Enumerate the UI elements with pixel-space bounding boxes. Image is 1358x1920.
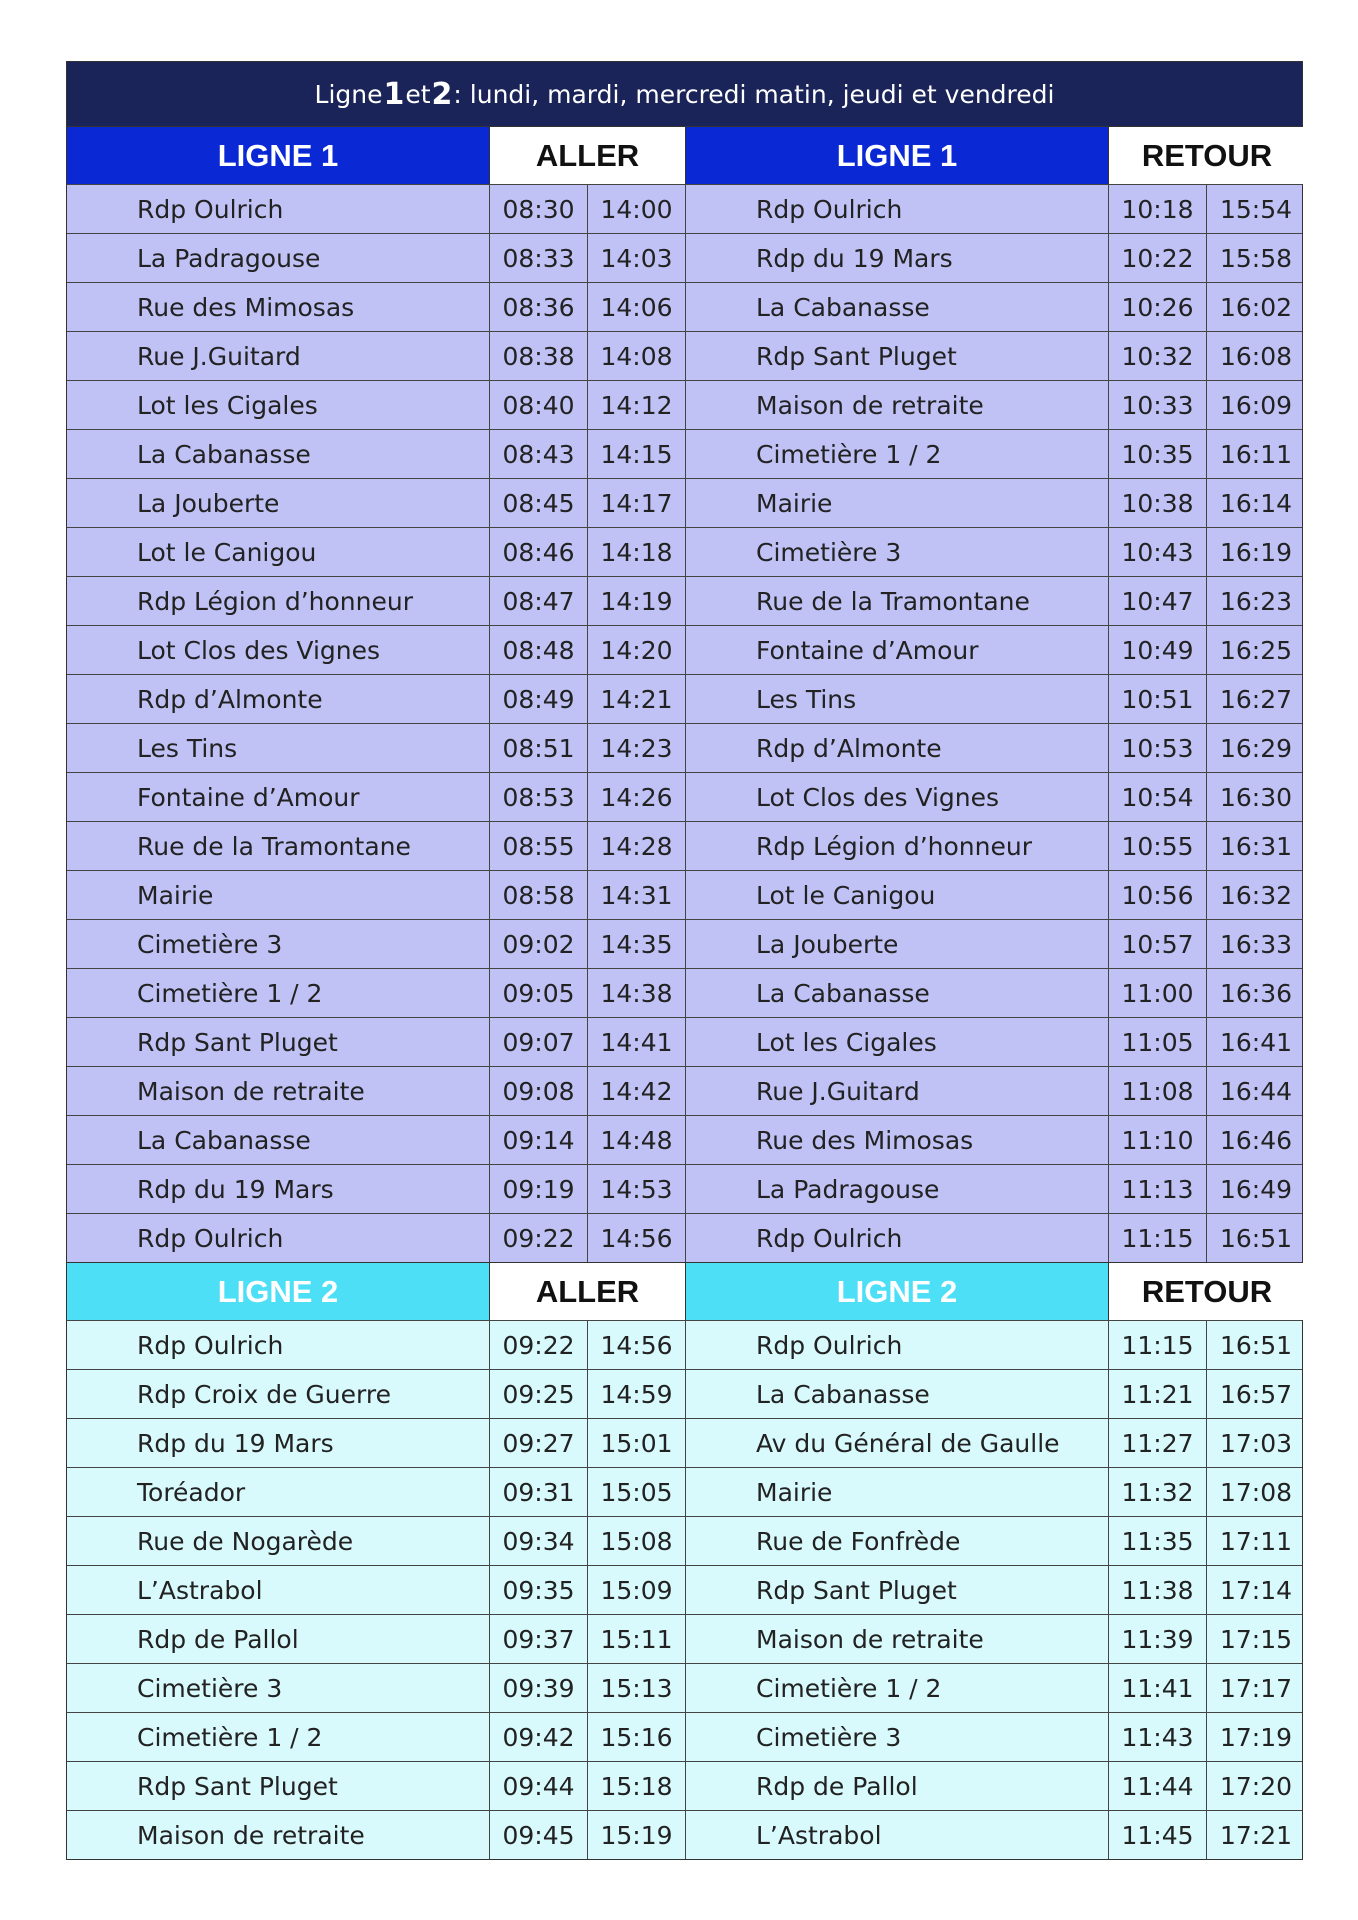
aller-time-1: 09:19	[490, 1165, 588, 1213]
aller-stop: Lot les Cigales	[67, 381, 490, 429]
retour-stop: Lot le Canigou	[686, 871, 1109, 919]
aller-time-1: 09:27	[490, 1419, 588, 1467]
aller-stop: La Padragouse	[67, 234, 490, 282]
table-row	[67, 1712, 1302, 1761]
aller-time-1: 09:02	[490, 920, 588, 968]
table-row	[67, 1467, 1302, 1516]
retour-stop: Rue de la Tramontane	[686, 577, 1109, 625]
retour-time-1: 10:43	[1109, 528, 1207, 576]
retour-time-1: 11:39	[1109, 1615, 1207, 1663]
table-row	[67, 1115, 1302, 1164]
aller-time-2: 14:35	[588, 920, 686, 968]
right-direction: RETOUR	[1109, 127, 1305, 184]
retour-time-1: 11:13	[1109, 1165, 1207, 1213]
retour-time-1: 10:38	[1109, 479, 1207, 527]
retour-stop: Av du Général de Gaulle	[686, 1419, 1109, 1467]
table-row	[67, 1810, 1302, 1859]
right-line-title: LIGNE 2	[686, 1263, 1109, 1320]
retour-time-2: 17:20	[1219, 1771, 1293, 1801]
aller-time-2: 14:28	[588, 822, 686, 870]
banner-line-2: 2	[431, 76, 453, 112]
table-row	[67, 1017, 1302, 1066]
table-row	[67, 1213, 1302, 1262]
retour-time-2: 17:15	[1219, 1624, 1293, 1654]
retour-stop: Fontaine d’Amour	[686, 626, 1109, 674]
banner-prefix: Ligne	[314, 79, 383, 109]
retour-stop: Cimetière 1 / 2	[686, 430, 1109, 478]
retour-time-1: 11:45	[1109, 1811, 1207, 1859]
aller-time-1: 09:45	[490, 1811, 588, 1859]
retour-time-2: 17:17	[1219, 1673, 1293, 1703]
retour-stop: Rdp Oulrich	[686, 1321, 1109, 1369]
retour-time-2: 16:29	[1219, 733, 1293, 763]
aller-stop: Mairie	[67, 871, 490, 919]
timetable-banner	[67, 62, 1302, 126]
banner-line-1: 1	[383, 76, 405, 112]
retour-time-1: 10:56	[1109, 871, 1207, 919]
aller-time-1: 09:22	[490, 1214, 588, 1262]
aller-time-2: 14:08	[588, 332, 686, 380]
left-line-title: LIGNE 1	[67, 127, 490, 184]
retour-time-1: 11:43	[1109, 1713, 1207, 1761]
retour-time-1: 10:32	[1109, 332, 1207, 380]
retour-stop: L’Astrabol	[686, 1811, 1109, 1859]
aller-time-2: 14:17	[588, 479, 686, 527]
retour-time-1: 10:54	[1109, 773, 1207, 821]
aller-time-1: 08:33	[490, 234, 588, 282]
table-row	[67, 919, 1302, 968]
retour-stop: Mairie	[686, 479, 1109, 527]
retour-time-2: 16:25	[1219, 635, 1293, 665]
banner-days: : lundi, mardi, mercredi matin, jeudi et vendredi	[453, 79, 1055, 109]
table-row	[67, 723, 1302, 772]
aller-stop: Rdp Oulrich	[67, 1321, 490, 1369]
retour-stop: Maison de retraite	[686, 381, 1109, 429]
aller-time-1: 08:48	[490, 626, 588, 674]
aller-stop: La Cabanasse	[67, 430, 490, 478]
aller-time-1: 08:40	[490, 381, 588, 429]
aller-time-1: 08:53	[490, 773, 588, 821]
table-row	[67, 1614, 1302, 1663]
aller-stop: La Jouberte	[67, 479, 490, 527]
timetable	[66, 61, 1303, 1860]
table-row	[67, 1369, 1302, 1418]
table-row	[67, 1320, 1302, 1369]
retour-time-1: 11:10	[1109, 1116, 1207, 1164]
aller-time-2: 14:23	[588, 724, 686, 772]
retour-time-1: 11:38	[1109, 1566, 1207, 1614]
aller-time-2: 14:31	[588, 871, 686, 919]
aller-time-2: 14:56	[588, 1321, 686, 1369]
retour-time-1: 10:51	[1109, 675, 1207, 723]
retour-time-2: 15:58	[1219, 243, 1293, 273]
aller-stop: Rdp Croix de Guerre	[67, 1370, 490, 1418]
retour-time-1: 10:35	[1109, 430, 1207, 478]
retour-time-2: 16:36	[1219, 978, 1293, 1008]
table-row	[67, 625, 1302, 674]
table-row	[67, 184, 1302, 233]
aller-stop: Rdp Oulrich	[67, 1214, 490, 1262]
table-row	[67, 1663, 1302, 1712]
aller-stop: L’Astrabol	[67, 1566, 490, 1614]
left-direction: ALLER	[490, 127, 686, 184]
retour-stop: Rdp Oulrich	[686, 185, 1109, 233]
aller-stop: Cimetière 3	[67, 1664, 490, 1712]
retour-time-1: 11:15	[1109, 1321, 1207, 1369]
aller-stop: Cimetière 1 / 2	[67, 1713, 490, 1761]
retour-stop: Cimetière 3	[686, 528, 1109, 576]
retour-stop: La Cabanasse	[686, 283, 1109, 331]
retour-time-2: 16:23	[1219, 586, 1293, 616]
retour-stop: Rdp du 19 Mars	[686, 234, 1109, 282]
table-row	[67, 772, 1302, 821]
retour-time-2: 15:54	[1219, 194, 1293, 224]
retour-time-1: 10:57	[1109, 920, 1207, 968]
aller-time-1: 08:55	[490, 822, 588, 870]
table-row	[67, 576, 1302, 625]
aller-time-2: 14:26	[588, 773, 686, 821]
table-row	[67, 1418, 1302, 1467]
aller-time-1: 08:49	[490, 675, 588, 723]
retour-time-1: 11:00	[1109, 969, 1207, 1017]
retour-time-1: 11:08	[1109, 1067, 1207, 1115]
table-row	[67, 1761, 1302, 1810]
retour-time-2: 17:08	[1219, 1477, 1293, 1507]
aller-stop: Rdp Oulrich	[67, 185, 490, 233]
retour-time-1: 10:53	[1109, 724, 1207, 772]
aller-stop: Cimetière 1 / 2	[67, 969, 490, 1017]
table-row	[67, 968, 1302, 1017]
retour-stop: La Padragouse	[686, 1165, 1109, 1213]
aller-time-1: 09:07	[490, 1018, 588, 1066]
aller-time-1: 09:39	[490, 1664, 588, 1712]
aller-time-1: 09:44	[490, 1762, 588, 1810]
aller-time-1: 08:45	[490, 479, 588, 527]
aller-stop: Toréador	[67, 1468, 490, 1516]
retour-time-2: 16:09	[1219, 390, 1293, 420]
aller-time-2: 14:59	[588, 1370, 686, 1418]
aller-time-1: 09:25	[490, 1370, 588, 1418]
aller-stop: La Cabanasse	[67, 1116, 490, 1164]
aller-time-2: 14:00	[588, 185, 686, 233]
aller-time-2: 15:13	[588, 1664, 686, 1712]
aller-stop: Rdp Sant Pluget	[67, 1018, 490, 1066]
aller-time-2: 15:08	[588, 1517, 686, 1565]
aller-time-2: 15:19	[588, 1811, 686, 1859]
ligne-1-rows	[67, 184, 1302, 1262]
banner-mid: et	[405, 79, 431, 109]
aller-time-2: 14:12	[588, 381, 686, 429]
right-direction: RETOUR	[1109, 1263, 1305, 1320]
aller-stop: Maison de retraite	[67, 1067, 490, 1115]
retour-time-2: 16:57	[1219, 1379, 1293, 1409]
retour-stop: Rue des Mimosas	[686, 1116, 1109, 1164]
table-row	[67, 674, 1302, 723]
retour-stop: La Jouberte	[686, 920, 1109, 968]
retour-time-1: 11:32	[1109, 1468, 1207, 1516]
retour-stop: Rue de Fonfrède	[686, 1517, 1109, 1565]
aller-time-1: 09:42	[490, 1713, 588, 1761]
retour-stop: Les Tins	[686, 675, 1109, 723]
aller-time-1: 08:43	[490, 430, 588, 478]
table-row	[67, 282, 1302, 331]
retour-stop: Rdp Légion d’honneur	[686, 822, 1109, 870]
aller-stop: Lot le Canigou	[67, 528, 490, 576]
retour-time-2: 16:44	[1219, 1076, 1293, 1106]
aller-stop: Cimetière 3	[67, 920, 490, 968]
aller-stop: Rdp de Pallol	[67, 1615, 490, 1663]
aller-time-2: 15:16	[588, 1713, 686, 1761]
aller-stop: Rdp d’Almonte	[67, 675, 490, 723]
aller-stop: Maison de retraite	[67, 1811, 490, 1859]
aller-stop: Les Tins	[67, 724, 490, 772]
aller-stop: Fontaine d’Amour	[67, 773, 490, 821]
aller-stop: Lot Clos des Vignes	[67, 626, 490, 674]
table-row	[67, 527, 1302, 576]
retour-time-1: 10:49	[1109, 626, 1207, 674]
aller-time-1: 09:31	[490, 1468, 588, 1516]
right-line-title: LIGNE 1	[686, 127, 1109, 184]
retour-stop: Lot les Cigales	[686, 1018, 1109, 1066]
retour-stop: Rdp de Pallol	[686, 1762, 1109, 1810]
aller-time-2: 14:53	[588, 1165, 686, 1213]
retour-time-2: 16:46	[1219, 1125, 1293, 1155]
aller-stop: Rue de Nogarède	[67, 1517, 490, 1565]
table-row	[67, 870, 1302, 919]
section-header-ligne-2	[67, 1262, 1302, 1320]
retour-stop: Cimetière 3	[686, 1713, 1109, 1761]
aller-time-1: 08:36	[490, 283, 588, 331]
aller-time-2: 15:11	[588, 1615, 686, 1663]
table-row	[67, 821, 1302, 870]
retour-time-2: 17:03	[1219, 1428, 1293, 1458]
retour-stop: La Cabanasse	[686, 1370, 1109, 1418]
retour-time-2: 16:11	[1219, 439, 1293, 469]
retour-time-2: 16:08	[1219, 341, 1293, 371]
aller-time-2: 14:38	[588, 969, 686, 1017]
table-row	[67, 478, 1302, 527]
retour-time-2: 16:14	[1219, 488, 1293, 518]
left-line-title: LIGNE 2	[67, 1263, 490, 1320]
table-row	[67, 1565, 1302, 1614]
retour-time-1: 10:18	[1109, 185, 1207, 233]
retour-stop: Mairie	[686, 1468, 1109, 1516]
aller-time-2: 14:19	[588, 577, 686, 625]
retour-stop: Rue J.Guitard	[686, 1067, 1109, 1115]
aller-time-1: 08:46	[490, 528, 588, 576]
retour-time-1: 11:35	[1109, 1517, 1207, 1565]
retour-time-2: 17:21	[1219, 1820, 1293, 1850]
retour-time-1: 11:05	[1109, 1018, 1207, 1066]
aller-time-2: 15:09	[588, 1566, 686, 1614]
retour-time-1: 10:55	[1109, 822, 1207, 870]
left-direction: ALLER	[490, 1263, 686, 1320]
retour-time-2: 16:49	[1219, 1174, 1293, 1204]
aller-time-1: 09:35	[490, 1566, 588, 1614]
aller-stop: Rue J.Guitard	[67, 332, 490, 380]
retour-time-1: 10:22	[1109, 234, 1207, 282]
retour-stop: Maison de retraite	[686, 1615, 1109, 1663]
retour-time-2: 16:02	[1219, 292, 1293, 322]
retour-stop: Rdp d’Almonte	[686, 724, 1109, 772]
aller-time-2: 14:41	[588, 1018, 686, 1066]
aller-stop: Rue des Mimosas	[67, 283, 490, 331]
aller-time-2: 14:06	[588, 283, 686, 331]
aller-time-2: 14:42	[588, 1067, 686, 1115]
aller-time-1: 08:30	[490, 185, 588, 233]
retour-time-1: 11:27	[1109, 1419, 1207, 1467]
aller-time-2: 14:56	[588, 1214, 686, 1262]
retour-stop: Lot Clos des Vignes	[686, 773, 1109, 821]
aller-stop: Rue de la Tramontane	[67, 822, 490, 870]
aller-time-2: 15:18	[588, 1762, 686, 1810]
retour-time-2: 16:51	[1219, 1330, 1293, 1360]
aller-time-2: 15:01	[588, 1419, 686, 1467]
retour-time-2: 16:19	[1219, 537, 1293, 567]
aller-time-1: 09:14	[490, 1116, 588, 1164]
aller-time-1: 09:34	[490, 1517, 588, 1565]
retour-stop: Rdp Sant Pluget	[686, 332, 1109, 380]
table-row	[67, 1516, 1302, 1565]
retour-time-1: 10:26	[1109, 283, 1207, 331]
retour-time-2: 16:33	[1219, 929, 1293, 959]
aller-stop: Rdp du 19 Mars	[67, 1165, 490, 1213]
aller-time-2: 14:18	[588, 528, 686, 576]
aller-time-1: 08:51	[490, 724, 588, 772]
retour-time-1: 11:44	[1109, 1762, 1207, 1810]
table-row	[67, 1164, 1302, 1213]
aller-time-1: 09:05	[490, 969, 588, 1017]
aller-time-1: 08:38	[490, 332, 588, 380]
retour-time-1: 10:33	[1109, 381, 1207, 429]
table-row	[67, 429, 1302, 478]
retour-time-2: 16:30	[1219, 782, 1293, 812]
retour-stop: Rdp Oulrich	[686, 1214, 1109, 1262]
ligne-2-rows	[67, 1320, 1302, 1859]
aller-time-1: 09:22	[490, 1321, 588, 1369]
retour-stop: La Cabanasse	[686, 969, 1109, 1017]
aller-time-2: 14:21	[588, 675, 686, 723]
section-header-ligne-1	[67, 126, 1302, 184]
aller-time-1: 08:47	[490, 577, 588, 625]
retour-time-2: 16:41	[1219, 1027, 1293, 1057]
aller-time-2: 14:15	[588, 430, 686, 478]
retour-time-2: 17:11	[1219, 1526, 1293, 1556]
retour-time-2: 16:32	[1219, 880, 1293, 910]
aller-time-1: 09:37	[490, 1615, 588, 1663]
retour-time-2: 16:31	[1219, 831, 1293, 861]
table-row	[67, 380, 1302, 429]
aller-time-2: 14:48	[588, 1116, 686, 1164]
retour-time-2: 16:51	[1219, 1223, 1293, 1253]
aller-stop: Rdp Sant Pluget	[67, 1762, 490, 1810]
table-row	[67, 233, 1302, 282]
aller-stop: Rdp du 19 Mars	[67, 1419, 490, 1467]
aller-time-1: 09:08	[490, 1067, 588, 1115]
aller-time-1: 08:58	[490, 871, 588, 919]
aller-time-2: 14:20	[588, 626, 686, 674]
retour-time-1: 11:15	[1109, 1214, 1207, 1262]
retour-stop: Cimetière 1 / 2	[686, 1664, 1109, 1712]
retour-time-1: 10:47	[1109, 577, 1207, 625]
retour-time-1: 11:41	[1109, 1664, 1207, 1712]
aller-stop: Rdp Légion d’honneur	[67, 577, 490, 625]
table-row	[67, 331, 1302, 380]
retour-time-2: 17:14	[1219, 1575, 1293, 1605]
retour-time-1: 11:21	[1109, 1370, 1207, 1418]
retour-time-2: 17:19	[1219, 1722, 1293, 1752]
table-row	[67, 1066, 1302, 1115]
aller-time-2: 15:05	[588, 1468, 686, 1516]
retour-time-2: 16:27	[1219, 684, 1293, 714]
aller-time-2: 14:03	[588, 234, 686, 282]
retour-stop: Rdp Sant Pluget	[686, 1566, 1109, 1614]
